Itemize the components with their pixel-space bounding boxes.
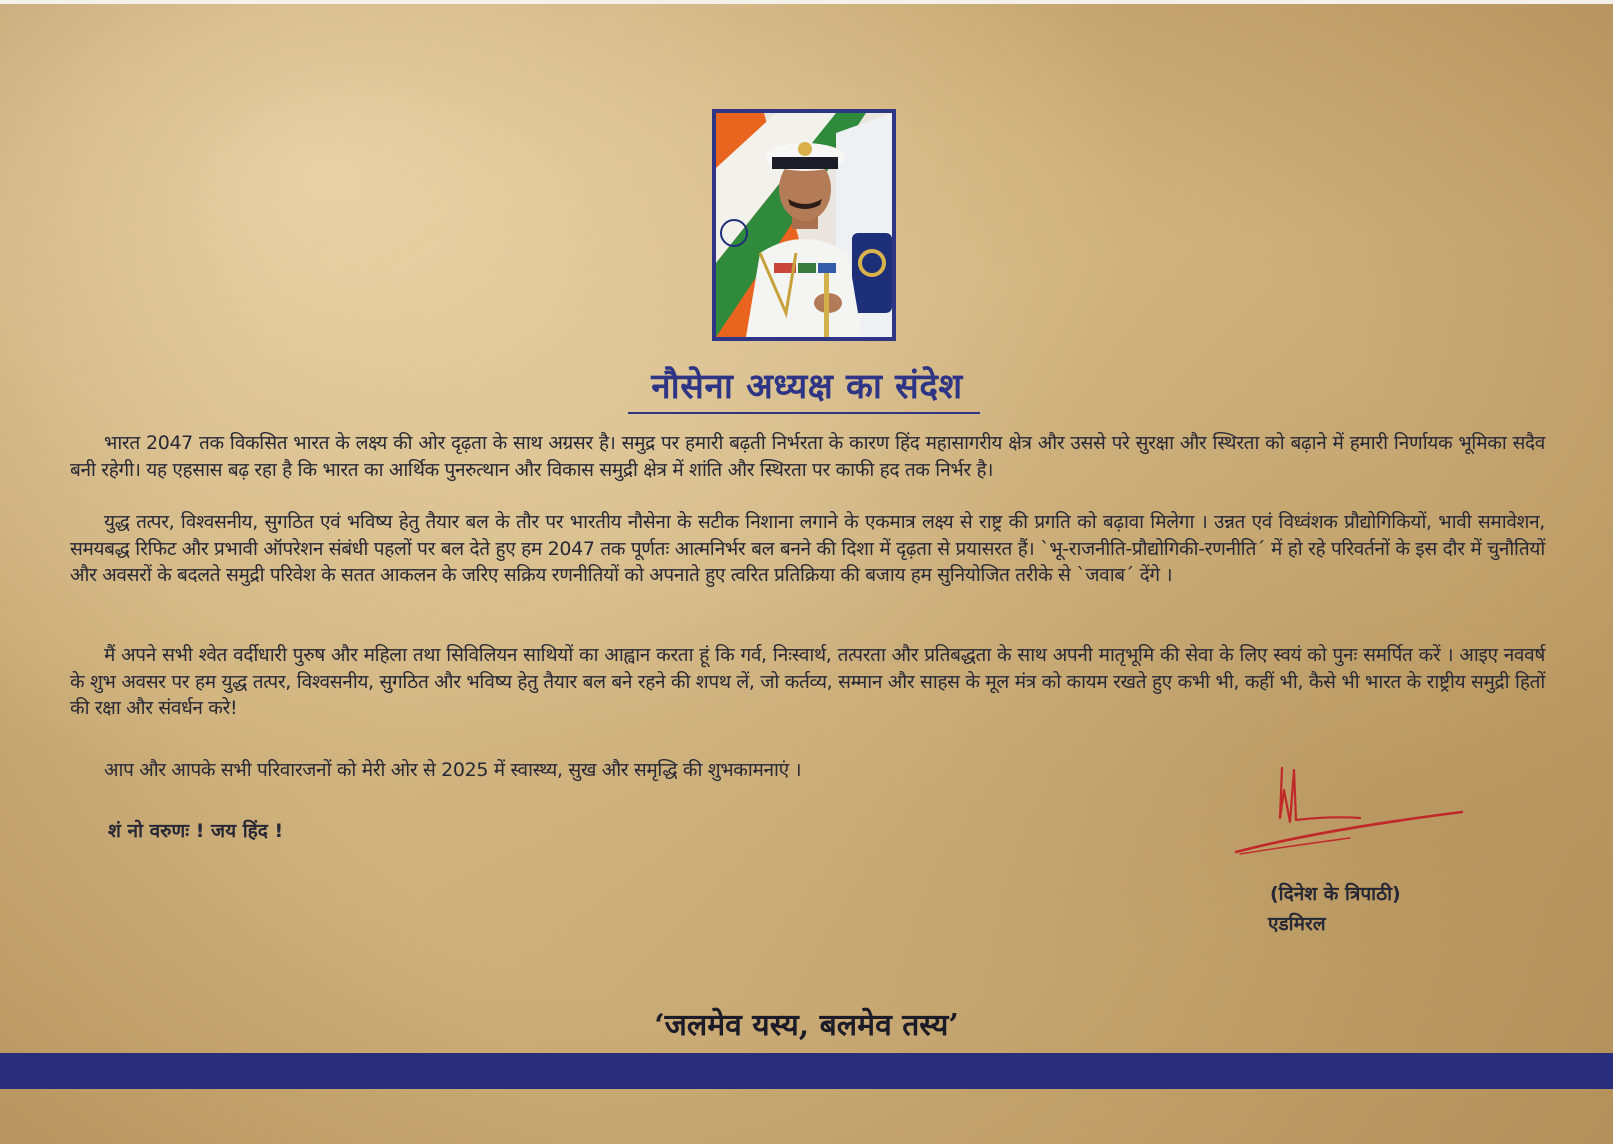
closing-salutation: शं नो वरुणः ! जय हिंद ! [108, 820, 284, 842]
handwritten-signature [1230, 760, 1470, 880]
message-paragraph-1: भारत 2047 तक विकसित भारत के लक्ष्य की ओर दृढ़ता के साथ अग्रसर है। समुद्र पर हमारी बढ़ती निर्भरता के कारण हिंद महासागरीय क्षेत्र और उससे परे सुरक्षा और स्थिरता को बढ़ाने में हमारी निर्णायक भूमिका सदैव बनी रहेगी। यह एहसास बढ़ रहा है कि भारत का आर्थिक पुनरुत्थान और विकास समुद्री क्षेत्र में शांति और स्थिरता पर काफी हद तक निर्भर है। [70, 432, 1545, 481]
footer-band [0, 1053, 1613, 1089]
message-paragraph-2: युद्ध तत्पर, विश्वसनीय, सुगठित एवं भविष्य हेतु तैयार बल के तौर पर भारतीय नौसेना के सटीक निशाना लगाने के एकमात्र लक्ष्य से राष्ट्र की प्रगति को बढ़ावा मिलेगा । उन्नत एवं विध्वंशक प्रौद्योगिकियों, भावी समावेशन, समयबद्ध रिफिट और प्रभावी ऑपरेशन संबंधी पहलों पर बल देते हुए हम 2047 तक पूर्णतः आत्मनिर्भर बल बनने की दिशा में दृढ़ता से प्रयासरत हैं। `भू-राजनीति-प्रौद्योगिकी-रणनीति´ में हो रहे परिवर्तनों के इस दौर में चुनौतियों और अवसरों के बदलते समुद्री परिवेश के सतत आकलन के जरिए सक्रिय रणनीतियों को अपनाते हुए त्वरित प्रतिक्रिया की बजाय हम सुनियोजित तरीके से `जवाब´ देंगे । [70, 511, 1545, 586]
admiral-portrait [712, 109, 896, 341]
message-paragraph-3: मैं अपने सभी श्वेत वर्दीधारी पुरुष और महिला तथा सिविलियन साथियों का आह्वान करता हूं कि गर्व, निःस्वार्थ, तत्परता और प्रतिबद्धता के साथ अपनी मातृभूमि की सेवा के लिए स्वयं को पुनः समर्पित करें । आइए नववर्ष के शुभ अवसर पर हम युद्ध तत्पर, विश्वसनीय, सुगठित और भविष्य हेतु तैयार बल बने रहने की शपथ लें, जो कर्तव्य, सम्मान और साहस के मूल मंत्र को कायम रखते हुए कभी भी, कहीं भी, कैसे भी भारत के राष्ट्रीय समुद्री हितों की रक्षा और संवर्धन करे! [70, 644, 1545, 719]
signatory-name: (दिनेश के त्रिपाठी) [1270, 883, 1401, 905]
top-border-strip [0, 0, 1613, 4]
signatory-rank: एडमिरल [1268, 913, 1326, 935]
portrait-illustration [716, 113, 892, 337]
page-title: नौसेना अध्यक्ष का संदेश [651, 367, 963, 407]
message-paragraph-4: आप और आपके सभी परिवारजनों को मेरी ओर से 2025 में स्वास्थ्य, सुख और समृद्धि की शुभकामनाएं । [104, 759, 802, 781]
title-underline [628, 412, 980, 414]
navy-motto: ‘जलमेव यस्य, बलमेव तस्य’ [654, 1008, 959, 1043]
